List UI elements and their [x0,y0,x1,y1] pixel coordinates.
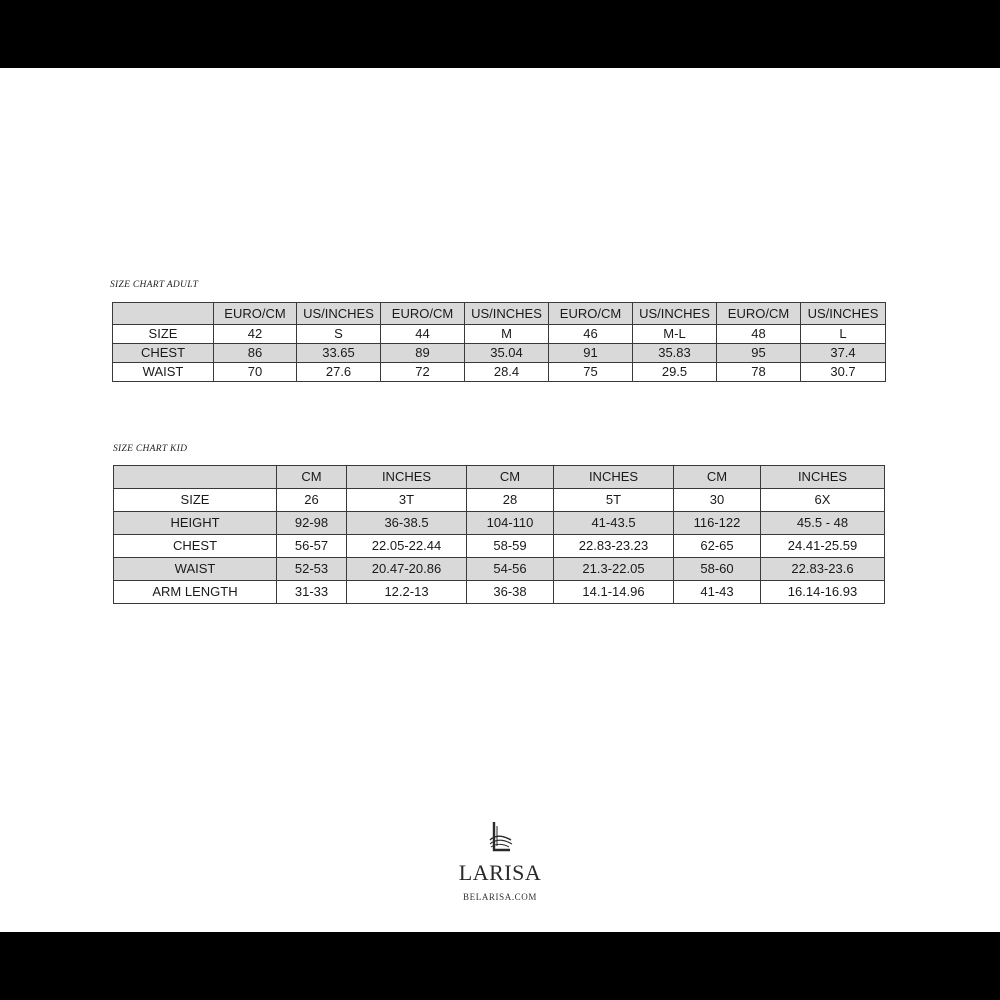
table-cell: 14.1-14.96 [554,581,674,604]
table-cell: 3T [347,489,467,512]
table-cell: 45.5 - 48 [761,512,885,535]
table-cell: 22.05-22.44 [347,535,467,558]
table-cell: 29.5 [633,363,717,382]
size-chart-page [0,68,1000,932]
row-label: ARM LENGTH [114,581,277,604]
row-label: WAIST [114,558,277,581]
table-cell: S [297,325,381,344]
table-cell: 30 [674,489,761,512]
table-cell: 42 [214,325,297,344]
table-row [114,489,885,512]
table-header-cell [114,466,277,489]
table-cell: 36-38 [467,581,554,604]
table-cell: 30.7 [801,363,886,382]
table-cell: 78 [717,363,801,382]
table-cell: 52-53 [277,558,347,581]
table-header-cell: EURO/CM [381,303,465,325]
table-cell: 86 [214,344,297,363]
table-header-cell: EURO/CM [549,303,633,325]
table-cell: 21.3-22.05 [554,558,674,581]
kid-header-row [114,466,885,489]
table-cell: 41-43.5 [554,512,674,535]
table-cell: 116-122 [674,512,761,535]
table-header-cell: CM [277,466,347,489]
brand-website: BELARISA.COM [463,892,537,902]
table-header-cell: US/INCHES [633,303,717,325]
table-cell: 95 [717,344,801,363]
adult-header-row [113,303,886,325]
table-header-cell: EURO/CM [214,303,297,325]
adult-chart-caption: SIZE CHART ADULT [110,280,199,290]
kid-chart-caption: SIZE CHART KID [113,444,188,454]
table-row [113,363,886,382]
table-cell: 48 [717,325,801,344]
table-cell: M [465,325,549,344]
row-label: SIZE [113,325,214,344]
table-cell: 31-33 [277,581,347,604]
table-cell: 92-98 [277,512,347,535]
table-cell: M-L [633,325,717,344]
table-row [113,325,886,344]
table-row [113,344,886,363]
table-header-cell: INCHES [554,466,674,489]
table-header-cell: US/INCHES [801,303,886,325]
table-cell: 70 [214,363,297,382]
table-cell: 58-59 [467,535,554,558]
table-cell: 6X [761,489,885,512]
table-header-cell [113,303,214,325]
table-cell: 56-57 [277,535,347,558]
row-label: CHEST [114,535,277,558]
table-cell: 35.04 [465,344,549,363]
table-cell: 24.41-25.59 [761,535,885,558]
adult-size-table [112,302,886,382]
row-label: HEIGHT [114,512,277,535]
table-header-cell: CM [467,466,554,489]
table-row [114,558,885,581]
table-row [114,581,885,604]
larisa-l-monogram-icon [480,818,520,858]
table-header-cell: US/INCHES [297,303,381,325]
table-cell: 27.6 [297,363,381,382]
row-label: WAIST [113,363,214,382]
table-cell: 26 [277,489,347,512]
row-label: SIZE [114,489,277,512]
brand-logo [0,818,1000,902]
table-cell: 22.83-23.6 [761,558,885,581]
table-cell: 28.4 [465,363,549,382]
table-cell: 37.4 [801,344,886,363]
table-cell: 44 [381,325,465,344]
table-row [114,512,885,535]
table-cell: 104-110 [467,512,554,535]
table-cell: 41-43 [674,581,761,604]
table-cell: 5T [554,489,674,512]
table-cell: 22.83-23.23 [554,535,674,558]
table-cell: 75 [549,363,633,382]
table-cell: 33.65 [297,344,381,363]
table-cell: 36-38.5 [347,512,467,535]
table-cell: L [801,325,886,344]
table-cell: 12.2-13 [347,581,467,604]
table-cell: 58-60 [674,558,761,581]
brand-name: LARISA [458,860,542,885]
table-cell: 35.83 [633,344,717,363]
row-label: CHEST [113,344,214,363]
table-cell: 72 [381,363,465,382]
table-cell: 54-56 [467,558,554,581]
kid-size-table [113,465,885,604]
table-cell: 89 [381,344,465,363]
table-row [114,535,885,558]
table-header-cell: INCHES [347,466,467,489]
table-cell: 62-65 [674,535,761,558]
table-cell: 46 [549,325,633,344]
table-header-cell: US/INCHES [465,303,549,325]
table-header-cell: CM [674,466,761,489]
table-cell: 20.47-20.86 [347,558,467,581]
table-header-cell: INCHES [761,466,885,489]
table-cell: 16.14-16.93 [761,581,885,604]
table-cell: 91 [549,344,633,363]
table-cell: 28 [467,489,554,512]
table-header-cell: EURO/CM [717,303,801,325]
